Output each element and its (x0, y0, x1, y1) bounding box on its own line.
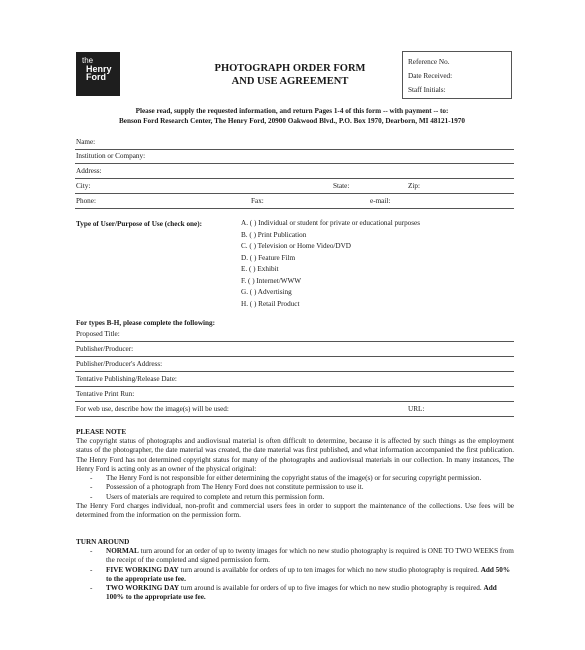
release-date-field[interactable] (75, 373, 514, 387)
purpose-heading: Type of User/Purpose of Use (check one): (76, 220, 203, 228)
address-field[interactable] (75, 165, 514, 179)
please-note-body (76, 437, 514, 521)
form-title-line-2: AND USE AGREEMENT (231, 76, 349, 87)
institution-field[interactable] (75, 150, 514, 164)
please-note-paragraph-2: The Henry Ford charges individual, non-profit and commercial users fees in order to support the maintenance of the collections. Use fees will be determined from the information on the permission form. (76, 502, 514, 520)
turnaround-two-day-text: turn around is available for orders of up to five images for which no new studio photography is required. (179, 584, 484, 593)
form-title (180, 62, 400, 88)
please-note-paragraph-1: The copyright status of photographs and audiovisual material is often difficult to determine, because it is affected by such things as the employment status of the photographer, the date material was created, the date material was first published, and what information accompanied the first publication. The Henry Ford has not determined copyright status for many of the photographs and audiovisual materials in our collection. In many instances, The Henry Ford is acting only as an owner of the physical original: (76, 437, 514, 473)
name-field[interactable] (75, 136, 514, 150)
form-title-line-1: PHOTOGRAPH ORDER FORM (214, 63, 366, 74)
phone-label: Phone: (76, 197, 96, 205)
turnaround-two-day-fee: Add 100% to the appropriate use fee. (106, 584, 497, 602)
address-label: Address: (76, 167, 102, 175)
purpose-option-a[interactable]: A. ( ) Individual or student for private or educational purposes (241, 219, 421, 227)
return-instructions-line-1: Please read, supply the requested information, and return Pages 1-4 of this form -- with payment -- to: (135, 107, 449, 115)
proposed-title-label: Proposed Title: (76, 330, 120, 338)
henry-ford-logo (76, 52, 120, 96)
publisher-field[interactable] (75, 343, 514, 357)
please-note-bullet-2: - Possession of a photograph from The Henry Ford does not constitute permission to use it. (76, 483, 514, 492)
logo-line-3: Ford (86, 72, 106, 82)
purpose-options (241, 218, 420, 310)
print-run-field[interactable] (75, 388, 514, 402)
purpose-option-h[interactable]: H. ( ) Retail Product (241, 299, 300, 308)
logo-line-1: the (82, 56, 94, 65)
staff-initials-label: Staff Initials: (408, 86, 446, 94)
turnaround-heading: TURN AROUND (76, 538, 130, 546)
turnaround-two-day-label: TWO WORKING DAY (106, 584, 180, 593)
turnaround-two-day (76, 584, 514, 603)
logo-line-2: Henry (86, 64, 112, 74)
fax-label: Fax: (251, 197, 264, 205)
purpose-option-g[interactable]: G. ( ) Advertising (241, 288, 292, 296)
web-use-field[interactable] (75, 403, 514, 417)
office-use-box (402, 51, 512, 99)
please-note-heading: PLEASE NOTE (76, 428, 127, 436)
phone-fax-email-row[interactable] (75, 195, 514, 209)
state-label: State: (333, 182, 350, 190)
purpose-option-d[interactable]: D. ( ) Feature Film (241, 253, 296, 262)
turnaround-normal-text: turn around for an order of up to twenty images for which no new studio photography is required is ONE TO TWO WEEKS from the receipt of the completed and signed permission form. (106, 547, 514, 565)
print-run-label: Tentative Print Run: (76, 390, 135, 398)
please-note-bullet-3: - Users of materials are required to complete and return this permission form. (76, 493, 514, 502)
turnaround-normal (76, 547, 514, 566)
return-instructions-line-2: Benson Ford Research Center, The Henry Ford, 20900 Oakwood Blvd., P.O. Box 1970, Dearborn, MI 48121-1970 (118, 117, 465, 125)
turnaround-five-day-text: turn around is available for orders of up to ten images for which no new studio photography is required. (178, 565, 481, 574)
publisher-label: Publisher/Producer: (76, 345, 134, 353)
zip-label: Zip: (408, 182, 420, 190)
reference-no-label: Reference No. (408, 58, 450, 66)
city-state-zip-row[interactable] (75, 180, 514, 194)
turnaround-five-day (76, 566, 514, 585)
date-received-label: Date Received: (408, 72, 453, 80)
release-date-label: Tentative Publishing/Release Date: (76, 375, 177, 383)
email-label: e-mail: (370, 197, 391, 205)
types-bh-heading: For types B-H, please complete the following: (76, 319, 216, 327)
url-label: URL: (408, 405, 425, 413)
institution-label: Institution or Company: (76, 152, 146, 160)
purpose-option-f[interactable]: F. ( ) Internet/WWW (241, 276, 302, 285)
city-label: City: (76, 182, 91, 190)
turnaround-five-day-fee: Add 50% to the appropriate use fee. (106, 565, 511, 583)
publisher-address-label: Publisher/Producer's Address: (76, 360, 163, 368)
turnaround-body (76, 547, 514, 603)
purpose-option-c[interactable]: C. ( ) Television or Home Video/DVD (241, 242, 351, 250)
please-note-bullet-1: - The Henry Ford is not responsible for either determining the copyright status of the image(s) or for securing copyright permission. (76, 474, 514, 483)
turnaround-five-day-label: FIVE WORKING DAY (106, 565, 179, 574)
name-label: Name: (76, 138, 96, 146)
return-instructions (60, 106, 524, 126)
publisher-address-field[interactable] (75, 358, 514, 372)
purpose-option-e[interactable]: E. ( ) Exhibit (241, 265, 279, 273)
purpose-option-b[interactable]: B. ( ) Print Publication (241, 230, 307, 239)
web-use-label: For web use, describe how the image(s) will be used: (76, 405, 229, 413)
proposed-title-field[interactable] (75, 328, 514, 342)
turnaround-normal-label: NORMAL (106, 547, 139, 555)
